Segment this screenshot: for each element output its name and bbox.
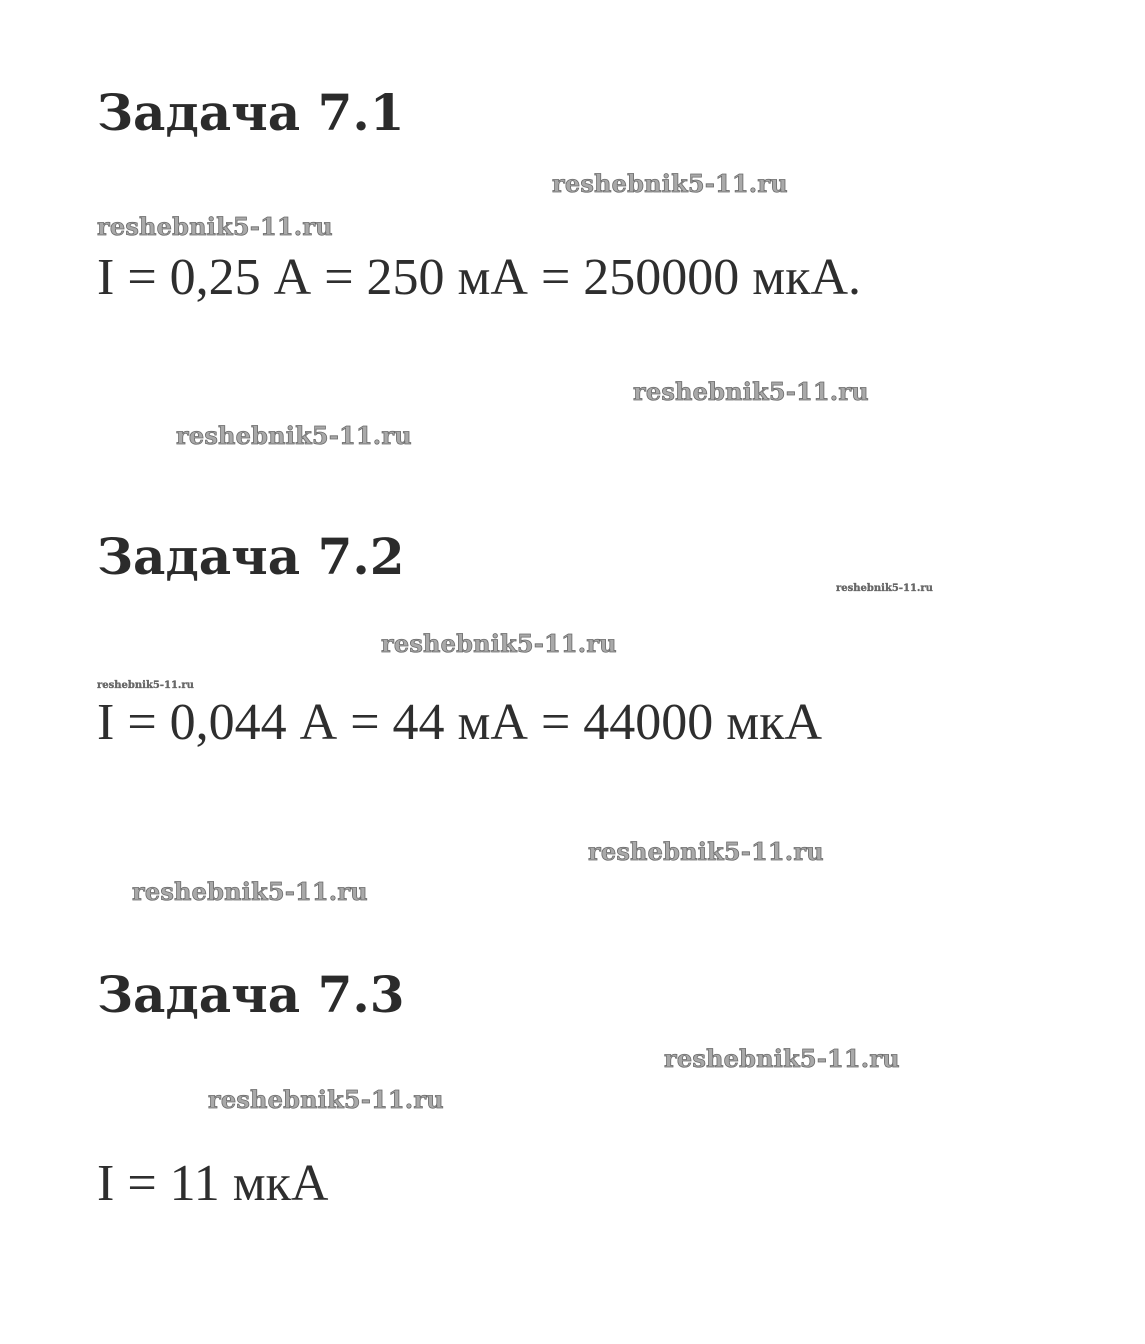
task-heading: Задача 7.2 [97, 527, 405, 586]
task-answer: I = 11 мкА [97, 1155, 329, 1212]
task-heading: Задача 7.3 [97, 965, 405, 1024]
watermark: reshebnik5-11.ru [381, 629, 617, 658]
watermark: reshebnik5-11.ru [588, 837, 824, 866]
watermark: reshebnik5-11.ru [132, 877, 368, 906]
task-answer: I = 0,044 А = 44 мА = 44000 мкА [97, 694, 823, 751]
watermark: reshebnik5-11.ru [552, 169, 788, 198]
task-answer: I = 0,25 А = 250 мА = 250000 мкА. [97, 249, 862, 306]
watermark: reshebnik5-11.ru [97, 212, 333, 241]
watermark: reshebnik5-11.ru [633, 377, 869, 406]
watermark: reshebnik5-11.ru [176, 421, 412, 450]
watermark: reshebnik5-11.ru [836, 583, 933, 594]
watermark: reshebnik5-11.ru [664, 1044, 900, 1073]
watermark: reshebnik5-11.ru [97, 680, 194, 691]
task-heading: Задача 7.1 [97, 83, 405, 142]
watermark: reshebnik5-11.ru [208, 1085, 444, 1114]
